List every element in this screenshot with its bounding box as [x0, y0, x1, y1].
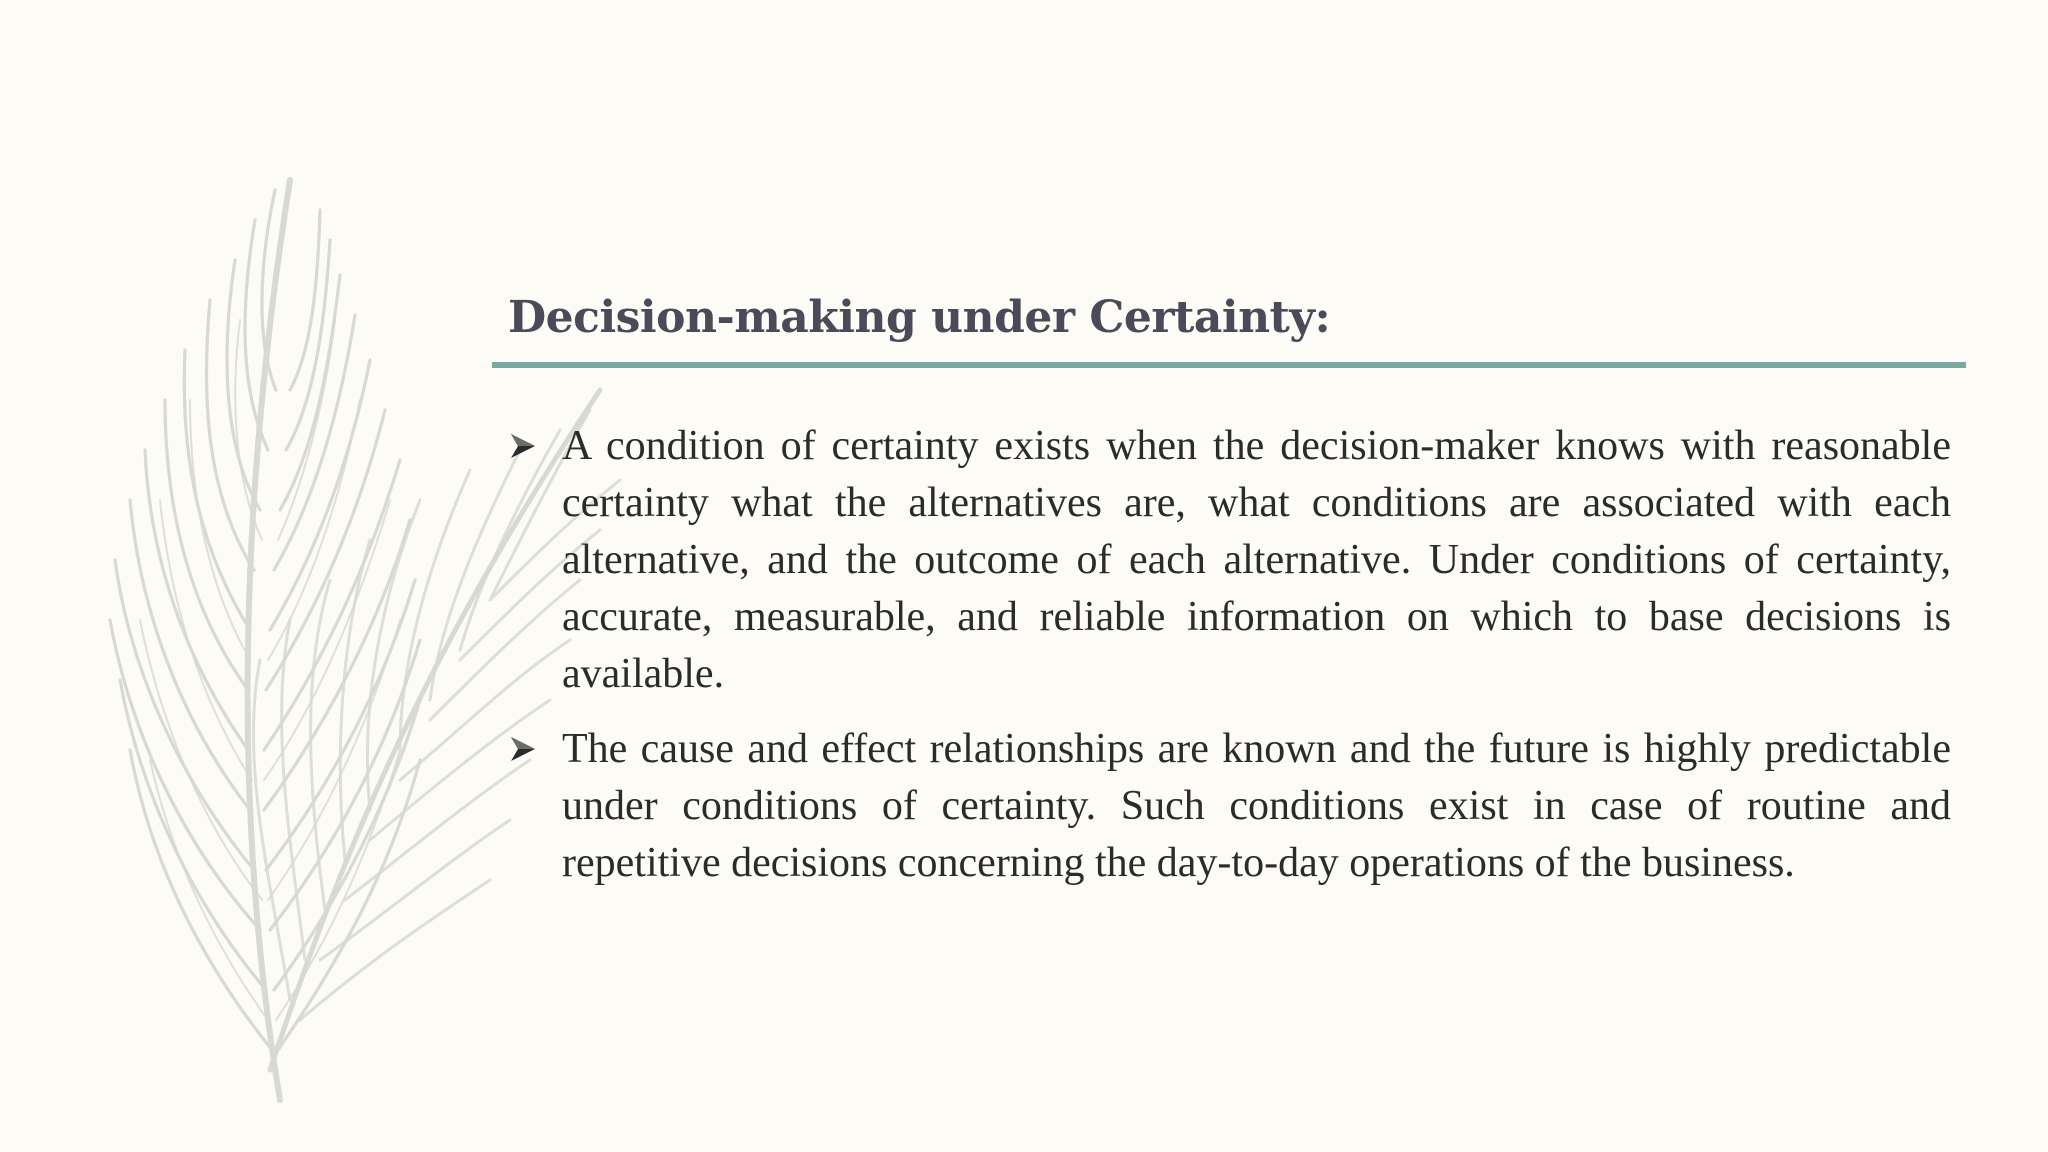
- arrow-bullet-icon: [508, 731, 538, 767]
- list-item: [508, 721, 1951, 892]
- slide-title: Decision-making under Certainty:: [508, 292, 1331, 343]
- bullet-text: The cause and effect relationships are known and the future is highly predictable under conditions of certainty. Such conditions exist in case of routine and repetitive decisions concerning the day-to-day operations of the business.: [562, 726, 1951, 886]
- list-item: [508, 418, 1951, 703]
- bullet-text: A condition of certainty exists when the decision-maker knows with reasonable certainty what the alternatives are, what conditions are associated with each alternative, and the outcome of each alternative. Under conditions of certainty, accurate, measurable, and reliable information on which to base decisions is available.: [562, 423, 1951, 697]
- bullet-list: [508, 418, 1951, 910]
- title-divider: [492, 362, 1966, 368]
- arrow-bullet-icon: [508, 428, 538, 464]
